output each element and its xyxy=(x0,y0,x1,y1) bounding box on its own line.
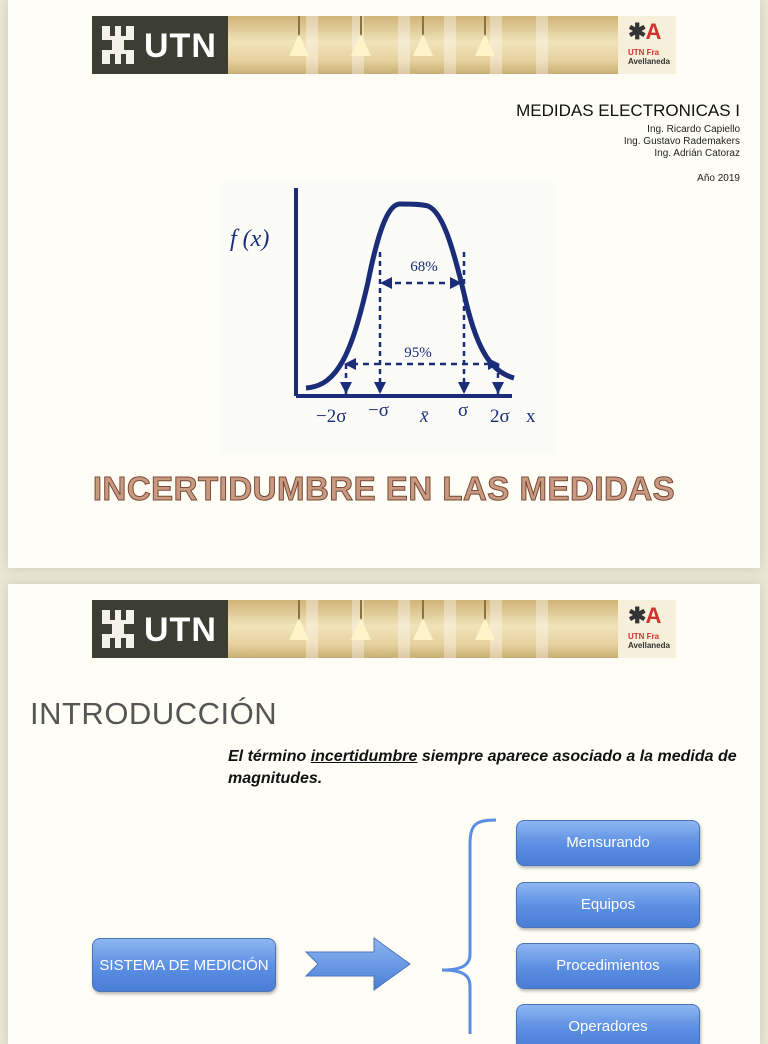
tick-minus-sigma: −σ xyxy=(368,400,389,421)
utn-fra-caption xyxy=(628,48,670,66)
y-axis-label: f (x) xyxy=(230,226,270,252)
category-item: Mensurando xyxy=(516,820,700,866)
utn-logo-text: UTN xyxy=(144,611,217,649)
year-label: Año 2019 xyxy=(697,173,740,184)
lamp-icon xyxy=(298,600,300,620)
utn-fra-caption xyxy=(628,632,670,650)
intro-statement xyxy=(228,746,748,790)
slide-title: INCERTIDUMBRE EN LAS MEDIDAS xyxy=(92,470,676,507)
intro-slide xyxy=(8,584,760,1044)
header-banner xyxy=(92,600,676,658)
tick-2sigma: 2σ xyxy=(490,406,510,427)
statement-start: El término xyxy=(228,748,311,765)
utn-logo-text: UTN xyxy=(144,27,217,65)
lamp-icon xyxy=(422,600,424,620)
tick-minus-2sigma: −2σ xyxy=(316,406,347,427)
category-item: Operadores xyxy=(516,1004,700,1044)
system-box xyxy=(92,938,276,992)
title-slide xyxy=(8,0,760,568)
lamp-icon xyxy=(360,600,362,620)
author-name: Ing. Gustavo Rademakers xyxy=(623,136,740,147)
utn-emblem-icon xyxy=(98,606,138,652)
utn-fra-name: UTN Fra xyxy=(628,632,660,641)
band-label-95: 95% xyxy=(404,345,432,361)
utn-fra-city: Avellaneda xyxy=(628,57,670,66)
author-name: Ing. Ricardo Capiello xyxy=(647,124,740,135)
utn-emblem-icon xyxy=(98,22,138,68)
section-heading: INTRODUCCIÓN xyxy=(30,696,278,731)
utn-fra-logo xyxy=(618,600,676,658)
utn-logo xyxy=(92,600,228,658)
tick-mean: x̄ xyxy=(420,406,429,427)
x-axis-label: x xyxy=(526,406,536,427)
lamp-icon xyxy=(422,16,424,36)
author-name: Ing. Adrián Catoraz xyxy=(654,148,740,159)
header-banner xyxy=(92,16,676,74)
tick-sigma: σ xyxy=(458,400,469,421)
utn-fra-city: Avellaneda xyxy=(628,641,670,650)
normal-distribution-figure xyxy=(220,182,556,454)
band-label-68: 68% xyxy=(410,259,438,275)
statement-keyword: incertidumbre xyxy=(310,748,418,765)
utn-logo xyxy=(92,16,228,74)
utn-fra-mark: ✱A xyxy=(628,603,661,628)
category-item: Procedimientos xyxy=(516,943,700,989)
statement-end: siempre aparece asociado a la medida de magnitudes. xyxy=(228,748,737,787)
lamp-icon xyxy=(298,16,300,36)
course-title: MEDIDAS ELECTRONICAS I xyxy=(516,101,740,120)
system-box-label: SISTEMA DE MEDICIÓN xyxy=(99,956,269,974)
utn-fra-name: UTN Fra xyxy=(628,48,660,57)
lamp-icon xyxy=(484,16,486,36)
brace-icon xyxy=(432,814,502,1034)
lamp-icon xyxy=(484,600,486,620)
utn-fra-logo xyxy=(618,16,676,74)
lamp-icon xyxy=(360,16,362,36)
right-arrow-icon xyxy=(302,936,414,992)
category-item: Equipos xyxy=(516,882,700,928)
utn-fra-mark: ✱A xyxy=(628,19,661,44)
